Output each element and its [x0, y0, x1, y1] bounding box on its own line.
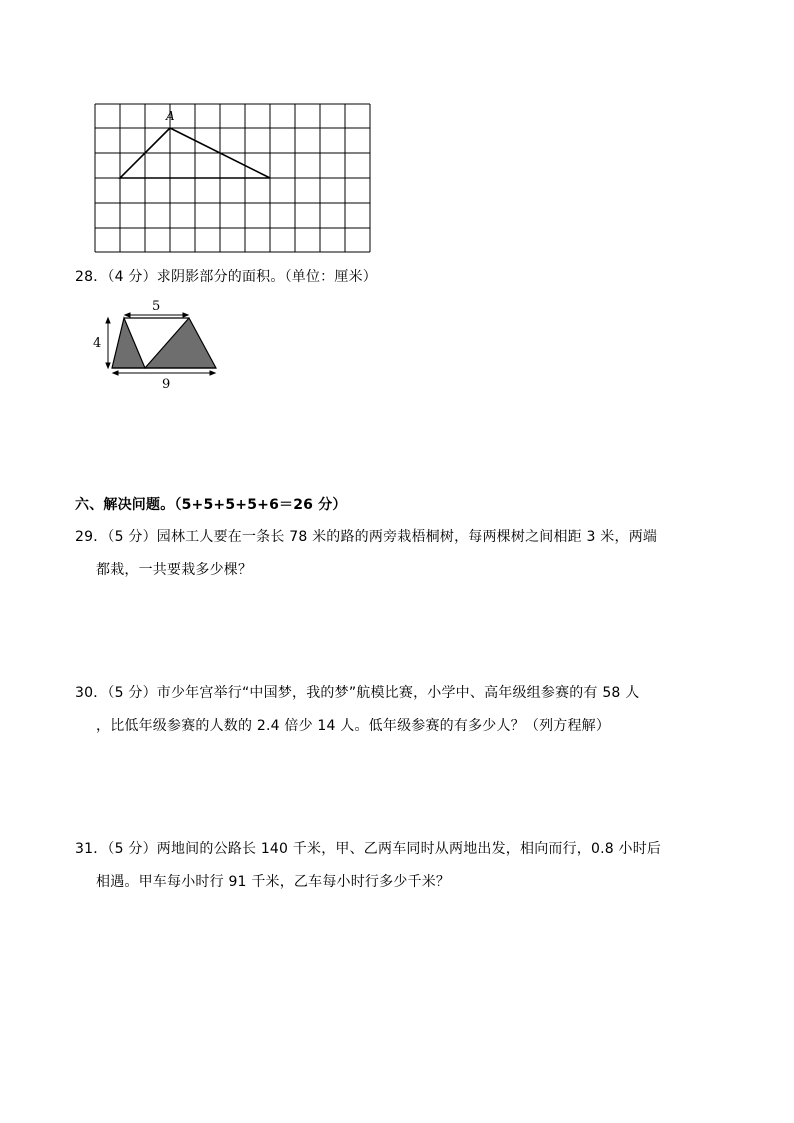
- shaded-triangles: [112, 318, 216, 368]
- question-31-line-2: 相遇。甲车每小时行 91 千米，乙车每小时行多少千米？: [96, 874, 451, 890]
- right-shaded-triangle: [145, 318, 216, 368]
- left-shaded-triangle: [112, 318, 145, 368]
- question-29-line-2: 都栽，一共要栽多少棵？: [96, 562, 253, 578]
- question-29-line-1: 29．（5 分）园林工人要在一条长 78 米的路的两旁栽梧桐树，每两棵树之间相距 3 米，两端: [75, 529, 658, 545]
- question-30-line-1: 30．（5 分）市少年宫举行“中国梦，我的梦”航模比赛，小学中、高年级组参赛的有 58 人: [75, 685, 640, 701]
- shaded-area-figure: [90, 296, 230, 392]
- section-6-title: 六、解决问题。（5+5+5+5+6＝26 分）: [75, 497, 347, 513]
- dimension-label-bottom: 9: [162, 377, 171, 392]
- dimension-label-top: 5: [152, 299, 161, 314]
- dimension-label-left: 4: [93, 336, 102, 351]
- question-31-line-1: 31．（5 分）两地间的公路长 140 千米，甲、乙两车同时从两地出发，相向而行，0.8 小时后: [75, 841, 662, 857]
- vertex-label-a: A: [166, 109, 175, 123]
- grid-triangle-figure: [94, 103, 372, 255]
- question-28-text: 28．（4 分）求阴影部分的面积。（单位：厘米）: [75, 269, 377, 285]
- question-30-line-2: ，比低年级参赛的人数的 2.4 倍少 14 人。低年级参赛的有多少人？（列方程解）: [96, 718, 611, 734]
